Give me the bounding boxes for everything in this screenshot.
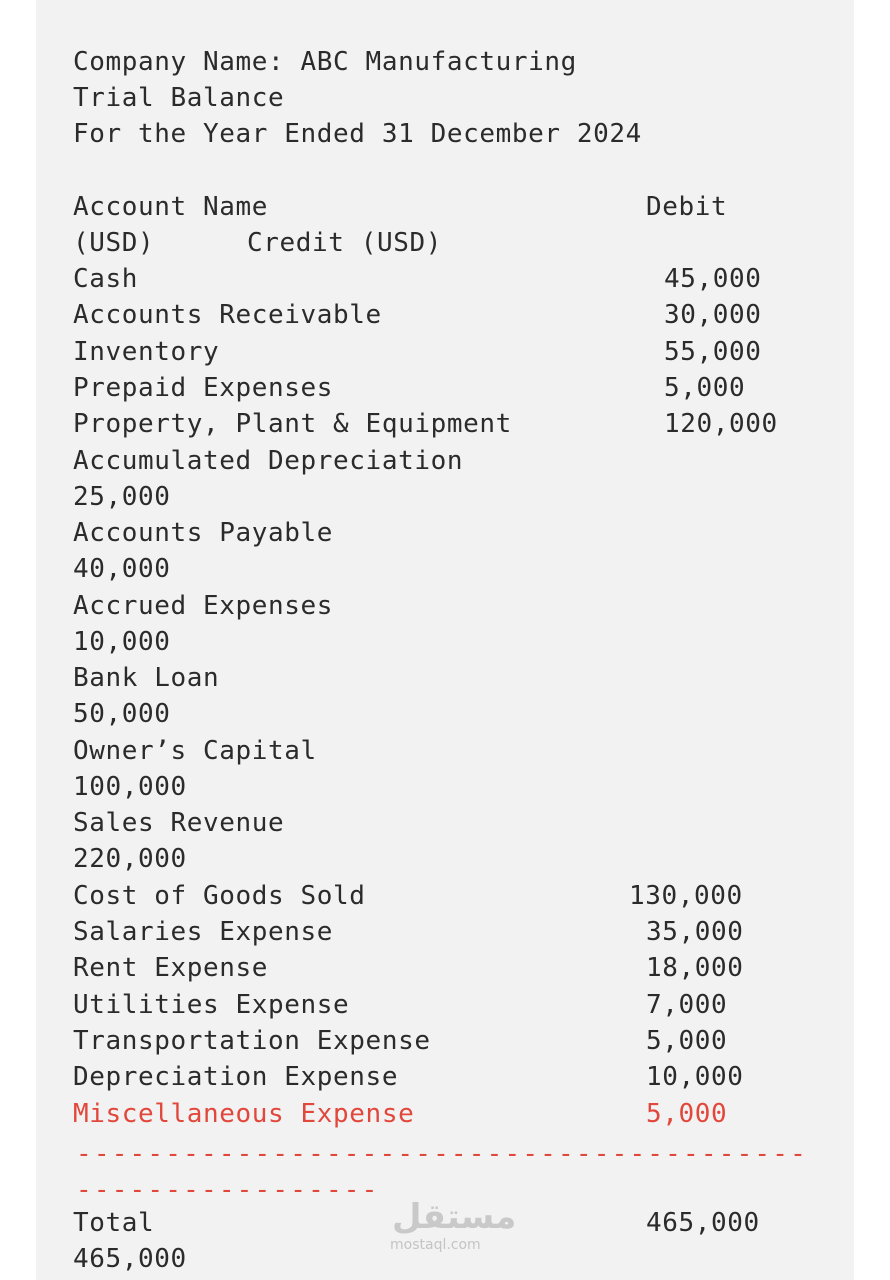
account-row-name: Depreciation Expense — [73, 1062, 399, 1092]
account-row-name: Accrued Expenses — [73, 591, 334, 621]
account-row-credit: 40,000 — [73, 554, 171, 584]
account-row-name: Sales Revenue — [73, 808, 285, 838]
watermark-logo: مستقل — [392, 1197, 517, 1237]
account-row-debit: 5,000 — [646, 1099, 728, 1129]
column-debit: Debit — [646, 192, 728, 222]
account-row-credit: 220,000 — [73, 844, 187, 874]
account-row-credit: 10,000 — [73, 627, 171, 657]
account-row-name: Property, Plant & Equipment — [73, 409, 512, 439]
column-credit: Credit (USD) — [247, 228, 443, 258]
account-row-name: Utilities Expense — [73, 990, 350, 1020]
account-row-debit: 10,000 — [646, 1062, 744, 1092]
account-row-credit: 25,000 — [73, 482, 171, 512]
report-title: Trial Balance — [73, 83, 285, 113]
account-row-name: Inventory — [73, 337, 220, 367]
account-row-name: Miscellaneous Expense — [73, 1099, 415, 1129]
account-row-debit: 18,000 — [646, 953, 744, 983]
account-row-debit: 5,000 — [646, 1026, 728, 1056]
account-row-debit: 120,000 — [664, 409, 778, 439]
account-row-name: Rent Expense — [73, 953, 269, 983]
total-credit: 465,000 — [73, 1244, 187, 1274]
account-row-debit: 130,000 — [629, 881, 743, 911]
account-row-name: Transportation Expense — [73, 1026, 431, 1056]
total-label: Total — [73, 1208, 155, 1238]
account-row-name: Cash — [73, 264, 139, 294]
account-row-debit: 45,000 — [664, 264, 762, 294]
total-debit: 465,000 — [646, 1208, 760, 1238]
account-row-name: Accounts Receivable — [73, 300, 382, 330]
watermark-url: mostaql.com — [390, 1237, 481, 1253]
account-row-name: Prepaid Expenses — [73, 373, 334, 403]
account-row-credit: 50,000 — [73, 699, 171, 729]
company-name: Company Name: ABC Manufacturing — [73, 47, 577, 77]
report-period: For the Year Ended 31 December 2024 — [73, 119, 642, 149]
separator-line: ----------------- — [76, 1175, 380, 1205]
account-row-credit: 100,000 — [73, 772, 187, 802]
column-account-name: Account Name — [73, 192, 269, 222]
column-debit-unit: (USD) — [73, 228, 155, 258]
account-row-debit: 30,000 — [664, 300, 762, 330]
separator-line: ----------------------------------------- — [76, 1139, 808, 1169]
account-row-debit: 55,000 — [664, 337, 762, 367]
account-row-debit: 7,000 — [646, 990, 728, 1020]
account-row-debit: 35,000 — [646, 917, 744, 947]
account-row-name: Bank Loan — [73, 663, 220, 693]
account-row-name: Accumulated Depreciation — [73, 446, 464, 476]
account-row-name: Salaries Expense — [73, 917, 334, 947]
account-row-name: Owner’s Capital — [73, 736, 317, 766]
account-row-name: Cost of Goods Sold — [73, 881, 366, 911]
account-row-name: Accounts Payable — [73, 518, 334, 548]
account-row-debit: 5,000 — [664, 373, 746, 403]
